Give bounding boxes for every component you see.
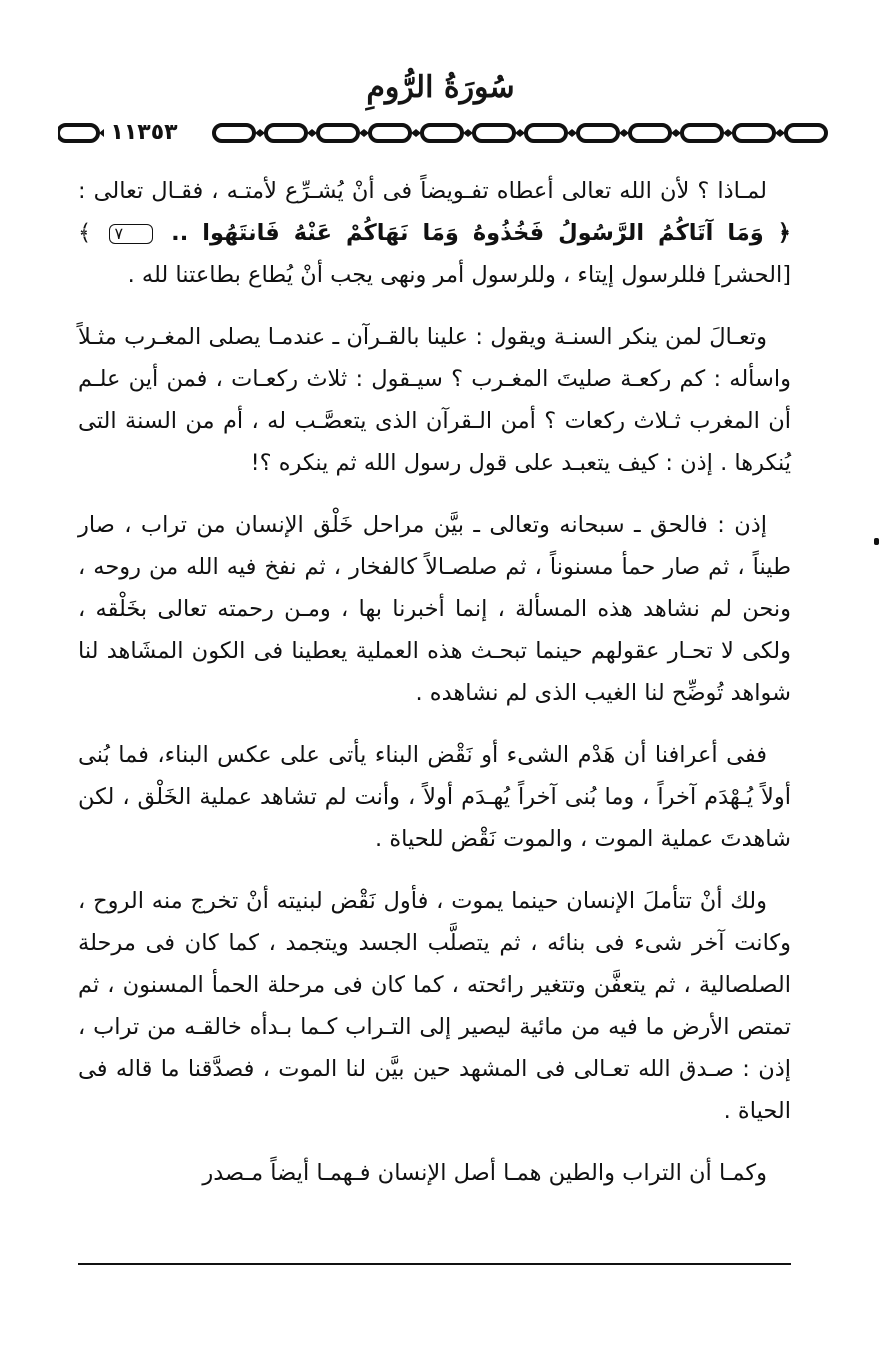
chain-diamond [671,129,681,137]
chain-link [786,125,826,141]
paragraph [78,316,791,484]
chain-diamond [567,129,577,137]
chain-link [58,125,98,141]
chain-diamond [515,129,525,137]
chain-link [214,125,254,141]
chain-diamond [359,129,369,137]
page-body-text [78,170,791,1214]
footer-rule [78,1263,791,1265]
paragraph [78,504,791,714]
chain-link [734,125,774,141]
chain-link [422,125,462,141]
chain-link [526,125,566,141]
paragraph [78,170,791,296]
chain-diamond [463,129,473,137]
chain-diamond [255,129,265,137]
paragraph [78,1152,791,1194]
verse-number-badge: ٧ [109,224,154,244]
quran-verse: ﴿ وَمَا آتَاكُمُ الرَّسُولُ فَخُذُوهُ وَمَا نَهَاكُمْ عَنْهُ فَانتَهُوا .. [157,220,791,246]
chain-diamond [775,129,785,137]
chain-diamond [723,129,733,137]
paragraph-text: وكمـا أن التراب والطين همـا أصل الإنسان فـهمـا أيضاً مـصدر [202,1160,767,1186]
paragraph [78,734,791,860]
chain-diamond [307,129,317,137]
surah-title: سُورَةُ الرُّومِ [366,70,515,105]
page-number: ١١٣٥٣ [104,120,184,146]
chain-link [474,125,514,141]
chain-link [682,125,722,141]
paragraph-text: ﴾ [الحشر] فللرسول إيتاء ، وللرسول أمر ونهى يجب أنْ يُطاع بطاعتنا لله . [78,220,791,288]
paragraph-text: ففى أعرافنا أن هَدْم الشىء أو نَقْض البناء يأتى على عكس البناء، فما بُنى أولاً يُـهْدَم آخراً ، وما بُنى آخراً يُهـدَم أولاً ، وأنت لم تشاهد عملية الخَلْق ، لكن شاهدتَ عملية الموت ، والموت نَقْض للحياة . [78,742,791,852]
chain-diamond [411,129,421,137]
chain-link [630,125,670,141]
margin-mark [874,538,879,545]
paragraph-text: لمـاذا ؟ لأن الله تعالى أعطاه تفـويضاً فى أنْ يُشـرِّع لأمتـه ، فقـال تعالى : [78,178,767,204]
chain-link [370,125,410,141]
paragraph-text: وتعـالَ لمن ينكر السنـة ويقول : علينا بالقـرآن ـ عندمـا يصلى المغـرب مثـلاً واسأله : كم ركعـة صليتَ المغـرب ؟ سيـقول : ثلاث ركعـات ، فمن أين علـم أن المغرب ثـلاث ركعات ؟ أمن الـقرآن الذى يتعصَّـب له ، أم من السنة التى يُنكرها . إذن : كيف يتعبـد على قول رسول الله ثم ينكره ؟! [78,324,791,476]
chain-link [266,125,306,141]
chain-link [318,125,358,141]
paragraph-text: إذن : فالحق ـ سبحانه وتعالى ـ بيَّن مراحل خَلْق الإنسان من تراب ، صار طيناً ، ثم صار حمأ مسنوناً ، ثم صلصـالاً كالفخار ، ثم نفخ فيه الله من روحه ، ونحن لم نشاهد هذه المسألة ، إنما أخبرنا بها ، ومـن رحمته تعالى بخَلْقه ، ولكى لا تحـار عقولهم حينما تبحـث هذه العملية يعطينا فى الكون المشَاهد لنا شواهد تُوضِّح لنا الغيب الذى لم نشاهده . [78,512,791,706]
chain-diamond [619,129,629,137]
chain-link [578,125,618,141]
paragraph-text: ولك أنْ تتأملَ الإنسان حينما يموت ، فأول نَقْض لبنيته أنْ تخرج منه الروح ، وكانت آخر شىء فى بنائه ، ثم يتصلَّب الجسد ويتجمد ، كما كان فى مرحلة الصلصالية ، ثم يتعفَّن وتتغير رائحته ، كما كان فى مرحلة الحمأ المسنون ، ثم تمتص الأرض ما فيه من مائية ليصير إلى التـراب كـما بـدأه خالقـه من تراب ، إذن : صـدق الله تعـالى فى المشهد حين بيَّن لنا الموت ، فصدَّقنا ما قاله فى الحياة . [78,888,791,1124]
paragraph [78,880,791,1132]
